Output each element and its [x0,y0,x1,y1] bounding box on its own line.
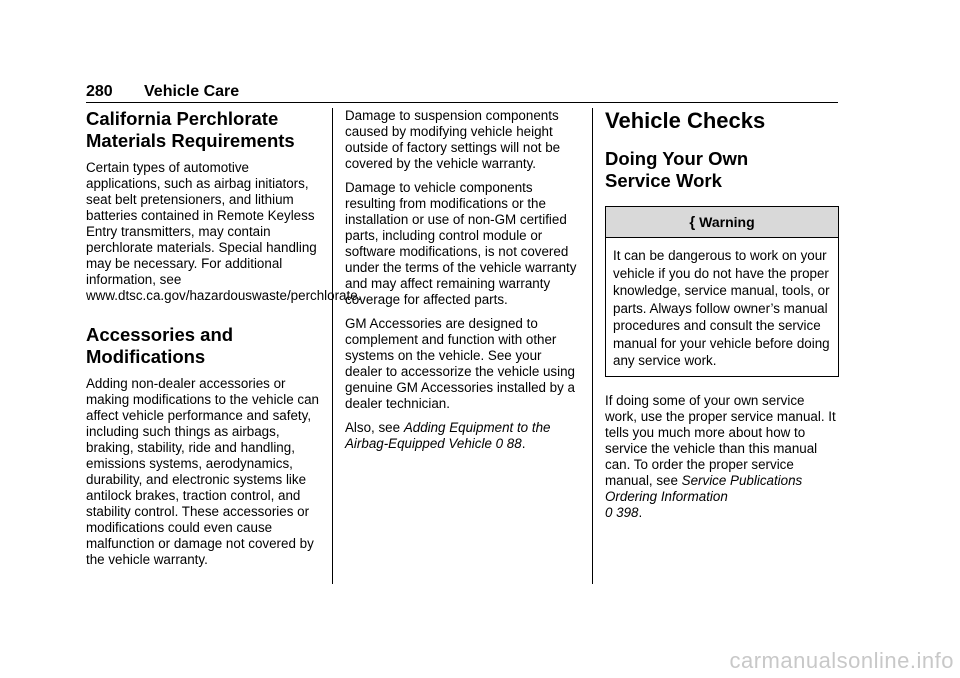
accessories-heading-line1: Accessories and [86,324,234,345]
page-number: 280 [86,83,113,100]
perchlorate-heading [86,108,322,152]
vehicle-checks-heading: Vehicle Checks [605,108,766,133]
page-header [86,82,239,102]
header-rule [86,102,838,103]
perchlorate-paragraph: Certain types of automotive applications, such as airbag initiators, seat belt pretensioners, and lithium batteries contained in Remote Keyless Entry transmitters, may contain perchlorate materials. Special handling may be necessary. For additional information, see www.dtsc.ca.gov/hazardouswaste/perchlorate. [86,160,362,303]
airbag-equipment-page-ref[interactable]: 0 88 [495,436,522,451]
perchlorate-heading-line2: Materials Requirements [86,130,295,151]
airbag-equipment-link[interactable]: Adding Equipment to the Airbag-Equipped Vehicle [345,420,551,451]
column-divider-1 [332,108,333,584]
service-paragraph-text: If doing some of your own service work, use the proper service manual. It tells you much more about how to service the vehicle than this manual can. To order the proper service manual, see [605,392,836,488]
column-divider-2 [592,108,593,584]
warning-box [605,206,839,377]
accessories-heading [86,324,322,368]
service-publications-page-ref[interactable]: 0 398 [605,504,639,520]
warning-title: Warning [699,214,755,230]
accessories-paragraph: Adding non-dealer accessories or making modifications to the vehicle can affect vehicle performance and safety, including such things as airbags, braking, stability, ride and handling, emissions systems, aerodynamics, durability, and electronic systems like antilock brakes, traction control, and stability control. These accessories or modifications could even cause malfunction or damage not covered by the vehicle warranty. [86,376,319,567]
suspension-paragraph: Damage to suspension components caused by modifying vehicle height outside of factory settings will not be covered by the vehicle warranty. [345,108,561,171]
service-work-heading-line1: Doing Your Own [605,148,749,169]
section-title: Vehicle Care [144,83,240,100]
warning-text: It can be dangerous to work on your vehicle if you do not have the proper knowledge, service manual, tools, or parts. Always follow owner’s manual procedures and consult the service manual for your vehicle before doing any service work. [613,248,830,368]
warning-header [606,207,838,238]
also-see-prefix: Also, see [345,420,404,435]
accessories-heading-line2: Modifications [86,346,206,367]
warning-icon: { [689,214,696,231]
column-2 [345,108,581,460]
watermark: carmanualsonline.info [729,648,954,673]
perchlorate-heading-line1: California Perchlorate [86,108,279,129]
service-work-heading [605,148,839,192]
service-paragraph-suffix: . [638,504,643,520]
column-3 [605,108,839,529]
also-see-paragraph [345,420,581,452]
also-see-suffix: . [521,436,526,451]
gm-accessories-paragraph: GM Accessories are designed to complement and function with other systems on the vehicle. See your dealer to accessorize the vehicle using genuine GM Accessories installed by a dealer technician. [345,316,576,411]
components-paragraph: Damage to vehicle components resulting from modifications or the installation or use of non-GM certified parts, including control module or software modifications, is not covered under the terms of the vehicle warranty and may affect remaining warranty coverage for affected parts. [345,180,577,307]
service-paragraph [605,393,839,521]
service-publications-link[interactable]: Service Publications Ordering Information [605,472,803,504]
column-1 [86,108,362,576]
service-work-heading-line2: Service Work [605,170,722,191]
